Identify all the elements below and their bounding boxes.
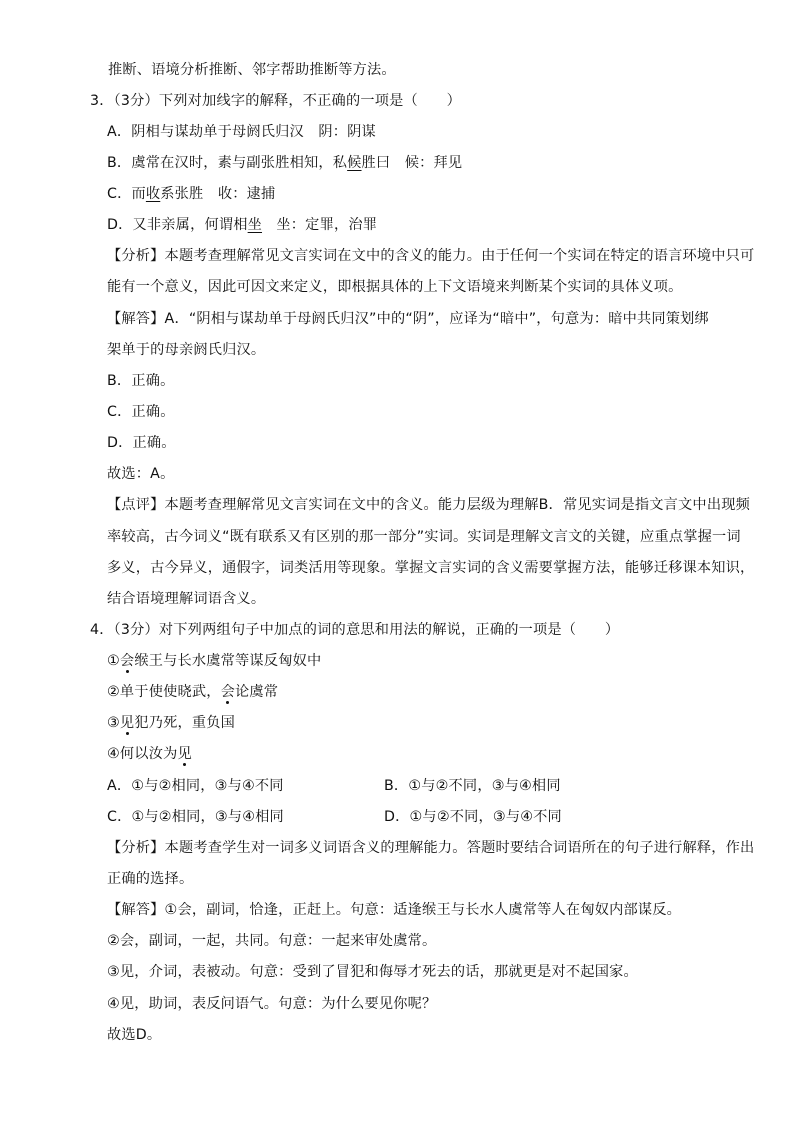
dotted-word: 见 — [177, 746, 192, 762]
q4-option-b: B．①与②不同，③与④相同 — [384, 778, 561, 794]
q3-comment-cont: 率较高，古今词义“既有联系又有区别的那一部分”实词。实词是理解文言文的关键，应重点掌握一词 — [107, 529, 741, 545]
q3-option-d: D．又非亲属，何谓相坐 坐：定罪，治罪 — [107, 217, 378, 233]
question-3-stem: 3．（3分）下列对加线字的解释，不正确的一项是（ ） — [90, 93, 462, 109]
q4-option-d: D．①与②不同，③与④不同 — [384, 809, 562, 825]
q4-answer: 【解答】①会，副词，恰逢，正赶上。句意：适逢缑王与长水人虞常等人在匈奴内部谋反。 — [107, 902, 682, 918]
question-4-stem: 4．（3分）对下列两组句子中加点的词的意思和用法的解说，正确的一项是（ ） — [90, 622, 620, 638]
q3-comment-cont: 结合语境理解词语含义。 — [107, 591, 266, 607]
q3-comment-cont: 多义，古今异义，通假字，词类活用等现象。掌握文言实词的含义需要掌握方法，能够迁移课本知识， — [107, 560, 755, 576]
q3-option-c: C．而收系张胜 收：逮捕 — [107, 186, 276, 202]
q3-c-correct: C．正确。 — [107, 404, 175, 420]
q4-analysis: 【分析】本题考查学生对一词多义词语含义的理解能力。答题时要结合词语所在的句子进行解释，作出 — [107, 840, 755, 856]
q3-analysis: 【分析】本题考查理解常见文言实词在文中的含义的能力。由于任何一个实词在特定的语言环境中只可 — [107, 248, 755, 264]
q3-d-correct: D．正确。 — [107, 435, 176, 451]
underlined-word: 坐 — [247, 217, 263, 233]
q3-answer-cont: 架单于的母亲阏氏归汉。 — [107, 342, 266, 358]
q4-answer-cont: ④见，助词，表反问语气。句意：为什么要见你呢？ — [107, 996, 437, 1012]
q4-choice: 故选D。 — [107, 1027, 162, 1043]
q3-analysis-cont: 能有一个意义，因此可因文来定义，即根据具体的上下文语境来判断某个实词的具体义项。 — [107, 279, 683, 295]
dotted-word: 会 — [119, 653, 135, 669]
q4-answer-cont: ②会，副词，一起，共同。句意：一起来审处虞常。 — [107, 933, 437, 949]
underlined-word: 收 — [145, 186, 161, 202]
q4-sentence-3: ③见犯乃死，重负国 — [107, 715, 236, 731]
q4-sentence-4: ④何以汝为见 — [107, 746, 192, 762]
q4-sentence-2: ②单于使使晓武，会论虞常 — [107, 684, 279, 700]
q4-sentence-1: ①会缑王与长水虞常等谋反匈奴中 — [107, 653, 322, 669]
underlined-word: 候 — [347, 155, 362, 171]
q4-analysis-cont: 正确的选择。 — [107, 871, 194, 887]
q3-option-a: A．阴相与谋劫单于母阏氏归汉 阴：阴谋 — [107, 124, 376, 140]
q3-choice: 故选：A。 — [107, 466, 175, 482]
q4-answer-cont: ③见，介词，表被动。句意：受到了冒犯和侮辱才死去的话，那就更是对不起国家。 — [107, 964, 638, 980]
q3-b-correct: B．正确。 — [107, 373, 175, 389]
q3-answer: 【解答】A．“阴相与谋劫单于母阏氏归汉”中的“阴”，应译为“暗中”，句意为：暗中共同策划绑 — [107, 311, 709, 327]
dotted-word: 会 — [220, 684, 236, 700]
q4-option-a: A．①与②相同，③与④不同 — [107, 778, 284, 794]
q3-comment: 【点评】本题考查理解常见文言实词在文中的含义。能力层级为理解B．常见实词是指文言文中出现频 — [107, 497, 750, 513]
dotted-word: 见 — [119, 715, 135, 731]
q4-option-c: C．①与②相同，③与④相同 — [107, 809, 284, 825]
q3-option-b: B．虞常在汉时，素与副张胜相知，私候胜曰 候：拜见 — [107, 155, 463, 171]
continued-text: 推断、语境分析推断、邻字帮助推断等方法。 — [108, 62, 396, 78]
